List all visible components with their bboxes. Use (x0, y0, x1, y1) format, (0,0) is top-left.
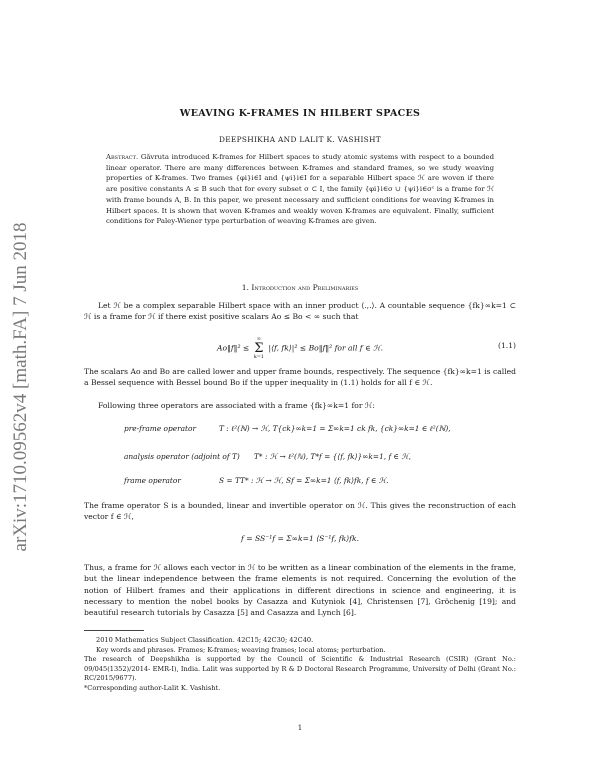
footnote-keywords: Key words and phrases. Frames; K-frames; weaving frames; local atoms; perturbation. (96, 645, 386, 654)
arxiv-identifier-text: arXiv:1710.09562v4 [math.FA] 7 Jun 2018 (10, 222, 31, 552)
operator-definition: T* : ℋ → ℓ²(ℕ), T*f = {⟨f, fk⟩}∞k=1, f ∈ ℋ, (254, 452, 412, 461)
paper-title: WEAVING K-FRAMES IN HILBERT SPACES (179, 108, 421, 119)
eq1-sum-symbol (254, 336, 264, 361)
section-heading: 1. Introduction and Preliminaries (241, 283, 359, 292)
operator-definition: T : ℓ²(ℕ) → ℋ, T{ck}∞k=1 = Σ∞k=1 ck fk, {ck}∞k=1 ∈ ℓ²(ℕ), (219, 424, 451, 433)
intro-paragraph-3: Following three operators are associated with a frame {fk}∞k=1 for ℋ: (98, 401, 375, 410)
operator-label: analysis operator (adjoint of T) (124, 452, 240, 461)
equation-1-1 (84, 336, 516, 361)
reconstruction-equation: f = SS⁻¹f = Σ∞k=1 ⟨S⁻¹f, fk⟩fk. (240, 534, 359, 543)
eq1-right: |⟨f, fk⟩|² ≤ Bo‖f‖² for all f ∈ ℋ. (268, 343, 383, 353)
footnote-msc: 2010 Mathematics Subject Classification. 42C15; 42C30; 42C40. (96, 636, 314, 644)
footnote-funding: The research of Deepshikha is supported by the Council of Scientific & Industrial Research (CSIR) (Grant No.: 09/045(1352)/2014- EMR-I), India. Lalit was supported by R & D Doctoral Research Programme, University of Delhi (Grant No.: RC/2015/9677). (84, 655, 516, 683)
arxiv-identifier (2, 190, 36, 585)
page-number: 1 (297, 724, 303, 732)
operator-label: pre-frame operator (124, 424, 196, 433)
paper-authors: DEEPSHIKHA AND LALIT K. VASHISHT (218, 135, 382, 144)
footnote-corresponding: *Corresponding author-Lalit K. Vashisht. (84, 683, 221, 692)
intro-paragraph-2: The scalars Ao and Bo are called lower and upper frame bounds, respectively. The sequence {fk}∞k=1 is called a Bessel sequence with Bessel bound Bo if the upper inequality in (1.1) holds for all f ∈ ℋ. (84, 367, 516, 388)
abstract-label: Abstract. (106, 153, 139, 161)
footnotes (84, 636, 516, 694)
intro-paragraph-5: Thus, a frame for ℋ allows each vector in ℋ to be written as a linear combination of the elements in the frame, but the linear independence between the frame elements is not required. Concerning the evolution of the notion of Hilbert frames and their applications in different directions in science and engineering, it is necessary to mention the nobel books by Casazza and Kutyniok [4], Christensen [7], Gröchenig [19]; and beautiful research tutorials by Casazza [5] and Casazza and Lynch [6]. (84, 563, 516, 618)
abstract-text: Găvruta introduced K-frames for Hilbert spaces to study atomic systems with respect to a bounded linear operator. There are many differences between K-frames and standard frames, so we study weaving properties of K-frames. Two frames {φi}i∈I and {ψi}i∈I for a separable Hilbert space ℋ are woven if there are positive constants A ≤ B such that for every subset σ ⊂ I, the family {φi}i∈σ ∪ {ψi}i∈σᶜ is a frame for ℋ with frame bounds A, B. In this paper, we present necessary and sufficient conditions for weaving K-frames in Hilbert spaces. It is shown that woven K-frames and weakly woven K-frames are equivalent. Finally, sufficient conditions for Paley-Wiener type perturbation of weaving K-frames are given. (106, 153, 494, 226)
eq1-sum-lower: k=1 (253, 354, 265, 360)
intro-paragraph-4: The frame operator S is a bounded, linear and invertible operator on ℋ. This gives the reconstruction of each vector f ∈ ℋ, (84, 501, 516, 522)
footnote-rule (84, 630, 144, 631)
intro-paragraph-1: Let ℋ be a complex separable Hilbert space with an inner product ⟨.,.⟩. A countable sequence {fk}∞k=1 ⊂ ℋ is a frame for ℋ if there exist positive scalars Ao ≤ Bo < ∞ such that (84, 301, 516, 322)
operator-definition: S = TT* : ℋ → ℋ, Sf = Σ∞k=1 ⟨f, fk⟩fk, f ∈ ℋ. (219, 476, 389, 485)
eq1-left: Ao‖f‖² ≤ (216, 343, 250, 353)
eq1-number: (1.1) (497, 341, 516, 350)
operator-label: frame operator (124, 476, 181, 485)
eq1-sum-upper: ∞ (256, 336, 261, 342)
sigma-icon: Σ (254, 341, 264, 356)
abstract (106, 152, 494, 227)
